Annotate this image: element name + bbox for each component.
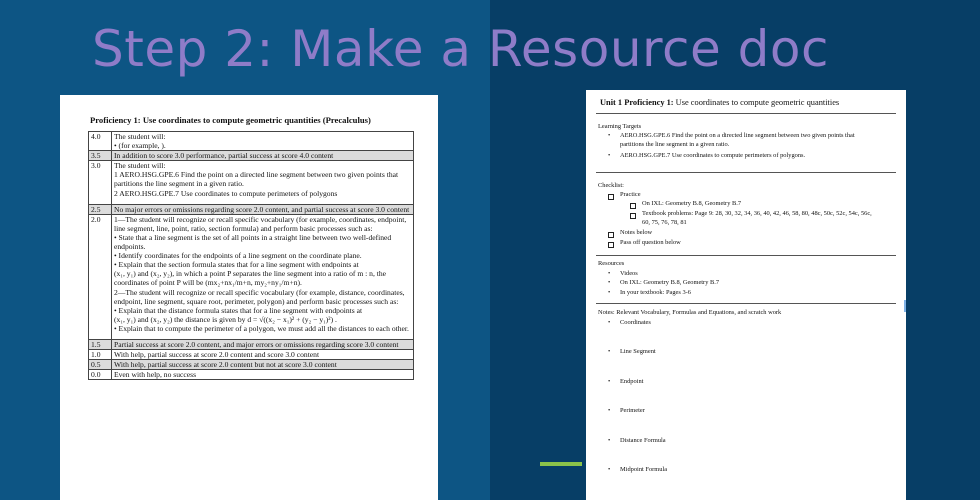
notes-item: Perimeter — [620, 407, 645, 414]
score-cell: 0.0 — [89, 370, 112, 380]
table-row — [89, 350, 414, 360]
checkbox[interactable] — [630, 203, 636, 209]
heading-text: Use coordinates to compute geometric quantities — [673, 98, 840, 107]
table-row — [89, 132, 414, 151]
notes-item: Coordinates — [620, 319, 651, 326]
bullet-icon: • — [608, 378, 611, 385]
notes-item: Endpoint — [620, 378, 644, 385]
resources-label: Resources — [598, 260, 625, 267]
description-line: 2 AERO.HSG.GPE.7 Use coordinates to compute perimeters of polygons — [114, 188, 338, 198]
score-cell: 2.5 — [89, 204, 112, 214]
description-line: • Explain that the section formula states that for a line segment with endpoints at — [114, 260, 359, 270]
description-cell — [112, 161, 414, 204]
learning-target-text: AERO.HSG.GPE.7 Use coordinates to compute perimeters of polygons. — [620, 152, 806, 159]
description-cell: In addition to score 3.0 performance, partial success at score 4.0 content — [112, 151, 414, 161]
score-cell: 3.5 — [89, 151, 112, 161]
description-line: 1—The student will recognize or recall specific vocabulary (for example, coordinates, endpoint, line segment, line, point, ratio, section formula) and perform basic processes such as: — [114, 214, 407, 233]
divider — [596, 255, 896, 256]
description-line: 1 AERO.HSG.GPE.6 Find the point on a directed line segment between two given points that partitions the line segment in a given ratio. — [114, 170, 399, 189]
slide-title: Step 2: Make a Resource doc — [92, 20, 829, 78]
learning-target-text: partitions the line segment in a given ratio. — [620, 141, 730, 148]
description-cell: With help, partial success at score 2.0 content but not at score 3.0 content — [112, 360, 414, 370]
checkbox[interactable] — [608, 232, 614, 238]
score-cell: 2.0 — [89, 214, 112, 339]
rubric-heading: Proficiency 1: Use coordinates to compute geometric quantities (Precalculus) — [90, 115, 371, 125]
divider — [596, 172, 896, 173]
bullet-icon: • — [608, 152, 611, 159]
bullet-icon: • — [608, 348, 611, 355]
description-line: The student will: — [114, 132, 166, 141]
learning-target-text: AERO.HSG.GPE.6 Find the point on a directed line segment between two given points that — [620, 132, 855, 139]
bullet-icon: • — [608, 132, 611, 139]
table-row — [89, 360, 414, 370]
text-cursor — [904, 300, 906, 312]
resource-item: Videos — [620, 270, 638, 277]
description-line: • (for example, ). — [114, 141, 166, 151]
score-cell: 1.0 — [89, 350, 112, 360]
bullet-icon: • — [608, 279, 611, 286]
checklist-item-textbook-cont: 60, 75, 76, 78, 81 — [642, 219, 687, 226]
checkbox[interactable] — [630, 213, 636, 219]
score-cell: 0.5 — [89, 360, 112, 370]
score-cell: 3.0 — [89, 161, 112, 204]
bullet-icon: • — [608, 319, 611, 326]
score-cell: 1.5 — [89, 339, 112, 349]
divider — [596, 113, 896, 114]
description-line: 2—The student will recognize or recall specific vocabulary (for example, distance, coordinates, endpoint, line segment, square root, perimeter, polygon) and perform basic processes such as: — [114, 287, 405, 306]
rubric-table — [88, 131, 414, 380]
checkbox[interactable] — [608, 194, 614, 200]
checklist-label: Checklist: — [598, 182, 624, 189]
notes-item: Line Segment — [620, 348, 656, 355]
bullet-icon: • — [608, 270, 611, 277]
table-row — [89, 161, 414, 204]
notes-item: Distance Formula — [620, 437, 666, 444]
checklist-item-ixl: On IXL: Geometry B.8, Geometry B.7 — [642, 200, 742, 207]
table-row — [89, 370, 414, 380]
description-cell: Even with help, no success — [112, 370, 414, 380]
description-line: • Identify coordinates for the endpoints of a line segment on the coordinate plane. — [114, 251, 362, 261]
description-line: The student will: — [114, 161, 166, 171]
resource-item: In your textbook: Pages 3-6 — [620, 289, 691, 296]
bullet-icon: • — [608, 437, 611, 444]
notes-item: Midpoint Formula — [620, 466, 668, 473]
description-cell — [112, 132, 414, 151]
table-row — [89, 151, 414, 161]
bullet-icon: • — [608, 466, 611, 473]
spacer — [114, 198, 411, 204]
score-cell: 4.0 — [89, 132, 112, 151]
distance-formula-line: (x₁, y₁) and (x₂, y₂) the distance is given by d = √((x₂ − x₁)² + (y₂ − y₁)²) . — [114, 314, 337, 324]
resource-doc-heading — [600, 98, 839, 107]
resource-document — [586, 90, 906, 500]
accent-bar — [540, 462, 582, 466]
description-line: • Explain that to compute the perimeter of a polygon, we must add all the distances to each other. — [114, 323, 409, 333]
description-line: • Explain that the distance formula states that for a line segment with endpoints at — [114, 305, 363, 315]
heading-bold: Unit 1 Proficiency 1: — [600, 98, 674, 107]
table-row — [89, 214, 414, 339]
notes-label: Notes: Relevant Vocabulary, Formulas and Equations, and scratch work — [598, 309, 782, 316]
description-cell: No major errors or omissions regarding score 2.0 content, and partial success at score 3.0 content — [112, 204, 414, 214]
checkbox[interactable] — [608, 242, 614, 248]
description-cell: With help, partial success at score 2.0 content and score 3.0 content — [112, 350, 414, 360]
checklist-item-pass-off: Pass off question below — [620, 239, 681, 246]
description-line: • State that a line segment is the set of all points in a straight line between two well-defined endpoints. — [114, 232, 392, 252]
description-cell — [112, 214, 414, 339]
divider — [596, 303, 896, 304]
table-row — [89, 204, 414, 214]
bullet-icon: • — [608, 407, 611, 414]
proficiency-rubric-document — [60, 95, 438, 500]
checklist-item-textbook: Textbook problems: Page 9: 28, 30, 32, 34, 36, 40, 42, 46, 58, 80, 48c, 50c, 52c, 54c, 56c, — [642, 210, 872, 217]
table-row — [89, 339, 414, 349]
bullet-icon: • — [608, 289, 611, 296]
learning-targets-label: Learning Targets — [598, 123, 642, 130]
description-cell: Partial success at score 2.0 content, and major errors or omissions regarding score 3.0 content — [112, 339, 414, 349]
section-formula-line: (x₁, y₁) and (x₂, y₂), in which a point P separates the line segment into a ratio of m : n, the coordinates of point P will be (mx₂+nx₁/m+n, my₂+ny₁/m+n). — [114, 269, 387, 288]
resource-item: On IXL: Geometry B.8, Geometry B.7 — [620, 279, 720, 286]
spacer — [114, 333, 411, 339]
checklist-item-practice: Practice — [620, 191, 641, 198]
checklist-item-notes: Notes below — [620, 229, 653, 236]
